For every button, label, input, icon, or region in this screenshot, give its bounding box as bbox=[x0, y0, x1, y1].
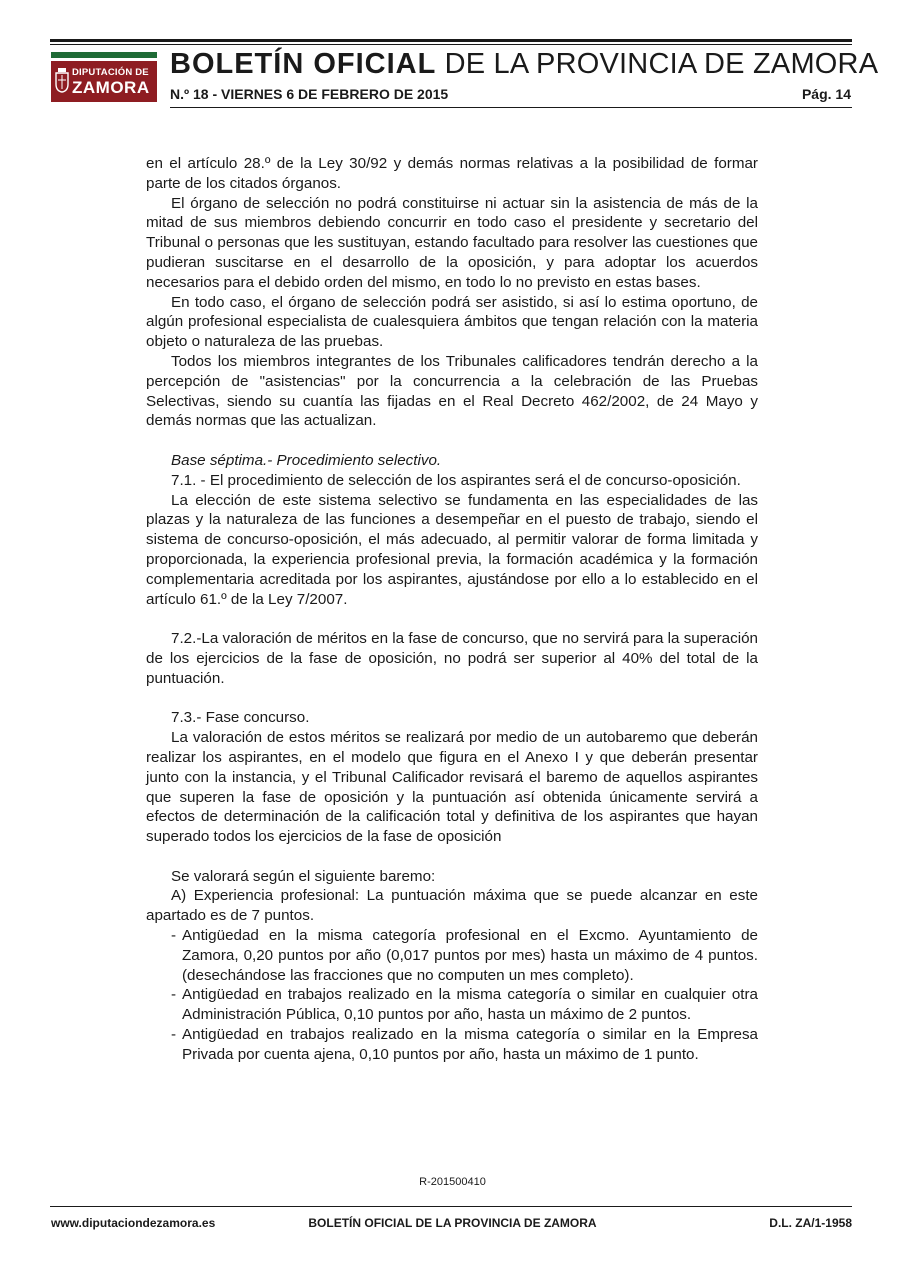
paragraph: En todo caso, el órgano de selección podrá ser asistido, si así lo estima oportuno, de algún profesional especialista de cualesquiera ámbitos que tengan relación con la materia objeto o naturaleza de las pruebas. bbox=[146, 293, 758, 351]
title-rest: DE LA PROVINCIA DE ZAMORA bbox=[436, 48, 879, 80]
paragraph: La elección de este sistema selectivo se fundamenta en las especialidades de las plazas y la naturaleza de las funciones a desempeñar en el puesto de trabajo, siendo el sistema de concurso-oposición, el más adecuado, al permitir valorar de forma limitada y proporcionada, la experiencia profesional previa, la formación académica y la formación complementaria acreditada por los aspirantes, ajustándose por ello a lo establecido en el artículo 61.º de la Ley 7/2007. bbox=[146, 491, 758, 608]
footer-website-link[interactable]: www.diputaciondezamora.es bbox=[51, 1216, 216, 1230]
footer-rule bbox=[50, 1206, 852, 1207]
list-item bbox=[146, 926, 758, 985]
paragraph: 7.3.- Fase concurso. bbox=[171, 709, 310, 727]
page-number: Pág. 14 bbox=[801, 86, 851, 102]
logo-box bbox=[51, 61, 157, 102]
paragraph: Todos los miembros integrantes de los Tribunales calificadores tendrán derecho a la percepción de "asistencias" por la concurrencia a la celebración de las Pruebas Selectivas, siendo su cuantía las fijadas en el Real Decreto 462/2002, de 24 Mayo y demás normas que las actualizan. bbox=[146, 352, 758, 430]
paragraph: El órgano de selección no podrá constituirse ni actuar sin la asistencia de más de la mitad de sus miembros debiendo concurrir en todo caso el presidente y secretario del Tribunal o personas que les sustituyan, estando facultado para resolver las cuestiones que pudieran suscitarse en el desarrollo de la oposición, y para adoptar los acuerdos necesarios para el debido orden del mismo, en todo lo no previsto en estas bases. bbox=[146, 194, 758, 291]
paragraph: en el artículo 28.º de la Ley 30/92 y demás normas relativas a la posibilidad de formar parte de los citados órganos. bbox=[146, 155, 758, 192]
section-heading: Base séptima.- Procedimiento selectivo. bbox=[171, 451, 442, 469]
spacer bbox=[146, 431, 758, 451]
list-item-text: Antigüedad en trabajos realizado en la misma categoría o similar en la Empresa Privada por cuenta ajena, 0,10 puntos por año, hasta un máximo de 1 punto. bbox=[182, 1026, 758, 1063]
top-rule-thin bbox=[50, 44, 852, 45]
logo-line1: DIPUTACIÓN DE bbox=[72, 67, 149, 78]
spacer bbox=[146, 847, 758, 867]
paragraph: 7.1. - El procedimiento de selección de los aspirantes será el de concurso-oposición. bbox=[171, 471, 741, 489]
spacer bbox=[146, 609, 758, 629]
title-bold: BOLETÍN OFICIAL bbox=[170, 48, 437, 80]
paragraph: A) Experiencia profesional: La puntuación máxima que se puede alcanzar en este apartado es de 7 puntos. bbox=[146, 887, 758, 925]
list-marker: - bbox=[171, 927, 177, 945]
list-marker: - bbox=[171, 1026, 177, 1044]
paragraph: La valoración de estos méritos se realizará por medio de un autobaremo que deberán realizar los aspirantes, en el modelo que figura en el Anexo I y que deberán presentar junto con la instancia, y el Tribunal Calificador revisará el baremo de aquellos aspirantes que superen la fase de oposición y la puntuación así obtenida únicamente servirá a efectos de determinación de la calificación total y definitiva de los aspirantes que hayan superado todos los ejercicios de la fase de oposición bbox=[146, 729, 758, 846]
bulletin-title bbox=[170, 48, 878, 81]
top-rule bbox=[50, 39, 852, 42]
diputacion-logo bbox=[51, 52, 157, 102]
list-item bbox=[146, 985, 758, 1025]
list-marker: - bbox=[171, 986, 177, 1004]
header-rule bbox=[170, 107, 852, 108]
document-body bbox=[146, 154, 758, 1065]
logo-line2: ZAMORA bbox=[72, 78, 150, 97]
list-item bbox=[146, 1025, 758, 1065]
list-item-text: Antigüedad en la misma categoría profesional en el Excmo. Ayuntamiento de Zamora, 0,20 puntos por año (0,017 puntos por mes) hasta un máximo de 4 puntos. (desechándose las fracciones que no computen un mes completo). bbox=[182, 927, 758, 984]
spacer bbox=[146, 689, 758, 709]
list-item-text: Antigüedad en trabajos realizado en la misma categoría o similar en cualquier otra Administración Pública, 0,10 puntos por año, hasta un máximo de 2 puntos. bbox=[182, 986, 758, 1024]
document-reference: R-201500410 bbox=[419, 1176, 486, 1188]
paragraph: 7.2.-La valoración de méritos en la fase de concurso, que no servirá para la superación de los ejercicios de la fase de oposición, no podrá ser superior al 40% del total de la puntuación. bbox=[146, 630, 758, 687]
footer-legal-deposit: D.L. ZA/1-1958 bbox=[769, 1216, 852, 1230]
footer-title: BOLETÍN OFICIAL DE LA PROVINCIA DE ZAMORA bbox=[308, 1216, 597, 1230]
crest-icon bbox=[55, 67, 69, 93]
paragraph: Se valorará según el siguiente baremo: bbox=[171, 867, 436, 885]
issue-line: N.º 18 - VIERNES 6 DE FEBRERO DE 2015 bbox=[170, 86, 449, 102]
